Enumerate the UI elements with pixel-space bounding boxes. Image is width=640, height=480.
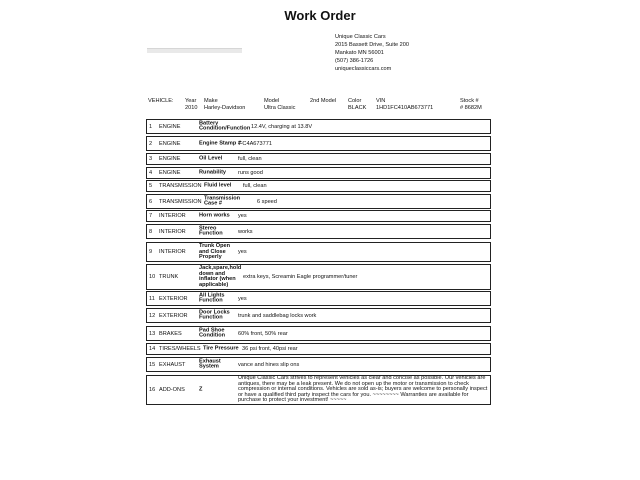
vehicle-color-header: Color — [348, 98, 362, 104]
vehicle-make-header: Make — [204, 98, 218, 104]
row-item: Exhaust System — [199, 358, 221, 370]
row-number: 2 — [149, 140, 153, 147]
inspection-row — [146, 180, 491, 192]
vehicle-model-header: Model — [264, 98, 280, 104]
row-number: 5 — [149, 183, 153, 189]
inspection-row — [146, 224, 491, 239]
row-number: 4 — [149, 170, 153, 176]
row-number: 11 — [149, 295, 155, 302]
vehicle-year-value: 2010 — [185, 105, 198, 111]
vehicle-second-model-header: 2nd Model — [310, 98, 337, 104]
row-number: 15 — [149, 361, 156, 368]
inspection-row — [146, 343, 491, 355]
row-value: yes — [238, 249, 247, 255]
inspection-row — [146, 210, 491, 222]
row-category: ENGINE — [159, 156, 181, 162]
vehicle-vin-value: 1HD1FC410AB673771 — [376, 105, 434, 111]
inspection-row — [146, 167, 491, 179]
row-item: Pad Shoe Condition — [199, 327, 226, 339]
row-number: 12 — [149, 312, 156, 319]
inspection-row — [146, 264, 491, 290]
row-category: TRUNK — [159, 274, 179, 280]
row-item: Oil Level — [199, 155, 223, 162]
vehicle-color-value: BLACK — [348, 105, 367, 111]
inspection-row — [146, 291, 491, 306]
vehicle-make — [204, 98, 245, 112]
row-value: yes — [238, 213, 247, 219]
row-value: 6 speed — [257, 198, 277, 205]
row-value: Unique Classic Cars strives to represent vehicles as clear and concise as possible. Our vehicles are antiques, there may be a leak present. We do not open up the motor or transmission to check compression or internal conditions. Vehicles are sold as-is; buyers are welcome to personally inspect or have a qualified third party inspect the cars for you. ~~~~~~~~ Warranties are available for purchase to protect your investment! ~~~~~ — [238, 375, 488, 404]
vehicle-second-model — [310, 98, 336, 105]
row-category: EXTERIOR — [159, 312, 188, 319]
row-value: works — [238, 228, 253, 235]
dealer-website: uniqueclassiccars.com — [335, 66, 392, 72]
row-value: 60% front, 50% rear — [238, 330, 288, 337]
row-item: Fluid level — [204, 182, 232, 189]
vehicle-vin-header: VIN — [376, 98, 386, 104]
dealer-street: 2015 Bassett Drive, Suite 200 — [335, 42, 410, 48]
vehicle-label: VEHICLE: — [148, 98, 174, 104]
row-number: 1 — [149, 123, 153, 130]
inspection-row — [146, 136, 491, 151]
inspection-row — [146, 375, 491, 405]
vehicle-stock-header: Stock # — [460, 98, 479, 104]
row-category: TIRES/WHEELS — [159, 346, 201, 352]
inspection-row — [146, 242, 491, 262]
inspection-row — [146, 194, 491, 209]
row-number: 10 — [149, 274, 156, 280]
row-category: INTERIOR — [159, 213, 186, 219]
inspection-row — [146, 153, 491, 165]
row-number: 7 — [149, 213, 153, 219]
row-category: EXTERIOR — [159, 295, 188, 302]
dealer-address-block — [335, 33, 409, 73]
vehicle-model — [264, 98, 295, 112]
dealer-name: Unique Classic Cars — [335, 34, 386, 40]
row-category: ENGINE — [159, 140, 181, 147]
row-category: BRAKES — [159, 330, 182, 337]
row-value: FC4A673771 — [239, 140, 272, 147]
inspection-row — [146, 326, 491, 341]
row-item: Trunk Open and Close Properly — [199, 242, 231, 260]
row-category: ENGINE — [159, 170, 181, 176]
row-number: 13 — [149, 330, 156, 337]
row-item: Engine Stamp # — [199, 139, 241, 146]
row-category: ADD-ONS — [159, 387, 185, 393]
row-category: ENGINE — [159, 123, 181, 130]
vehicle-model-value: Ultra Classic — [264, 105, 296, 111]
row-item: Tire Pressure — [203, 345, 239, 352]
row-value: 12.4V, charging at 13.8V — [251, 123, 313, 130]
row-item: Z — [199, 386, 203, 393]
vehicle-year — [185, 98, 197, 112]
vehicle-make-value: Harley-Davidson — [204, 105, 246, 111]
row-value: runs good — [238, 170, 263, 176]
row-item: Jack,spare,hold down and inflator (when applicable) — [199, 265, 242, 288]
vehicle-color — [348, 98, 366, 112]
row-value: extra keys, Screamin Eagle programmer/tuner — [243, 274, 358, 280]
row-value: trunk and saddlebag locks work — [238, 312, 317, 319]
row-number: 8 — [149, 228, 153, 235]
vehicle-stock-value: # 8682M — [460, 105, 482, 111]
inspection-row — [146, 119, 491, 134]
row-number: 3 — [149, 156, 153, 162]
row-number: 6 — [149, 198, 153, 205]
row-category: TRANSMISSION — [159, 198, 202, 205]
row-value: yes — [238, 295, 247, 302]
row-item: Horn works — [199, 212, 230, 219]
row-value: vance and hines slip ons — [238, 361, 300, 368]
row-category: INTERIOR — [159, 249, 186, 255]
dealer-logo-bar — [147, 48, 242, 53]
row-value: full, clean — [238, 156, 262, 162]
inspection-row — [146, 308, 491, 323]
row-item: Door Locks Function — [199, 309, 230, 321]
row-value: full, clean — [243, 183, 267, 189]
dealer-phone: (507) 386-1726 — [335, 58, 374, 64]
row-item: Transmission Case # — [204, 195, 241, 207]
row-item: All Lights Function — [199, 292, 225, 304]
row-category: TRANSMISSION — [159, 183, 202, 189]
vehicle-year-header: Year — [185, 98, 197, 104]
inspection-row — [146, 357, 491, 372]
row-number: 14 — [149, 346, 156, 352]
vehicle-stock — [460, 98, 482, 112]
row-category: INTERIOR — [159, 228, 186, 235]
row-item: Runability — [199, 169, 227, 176]
dealer-city: Mankato MN 56001 — [335, 50, 384, 56]
row-number: 16 — [149, 387, 156, 393]
row-item: Stereo Function — [199, 225, 223, 237]
row-category: EXHAUST — [159, 361, 186, 368]
page-title: Work Order — [284, 8, 356, 23]
row-value: 36 psi front, 40psi rear — [242, 346, 298, 352]
vehicle-info — [0, 98, 640, 118]
row-item: Battery Condition/Function — [199, 120, 251, 132]
row-number: 9 — [149, 249, 153, 255]
vehicle-vin — [376, 98, 433, 112]
